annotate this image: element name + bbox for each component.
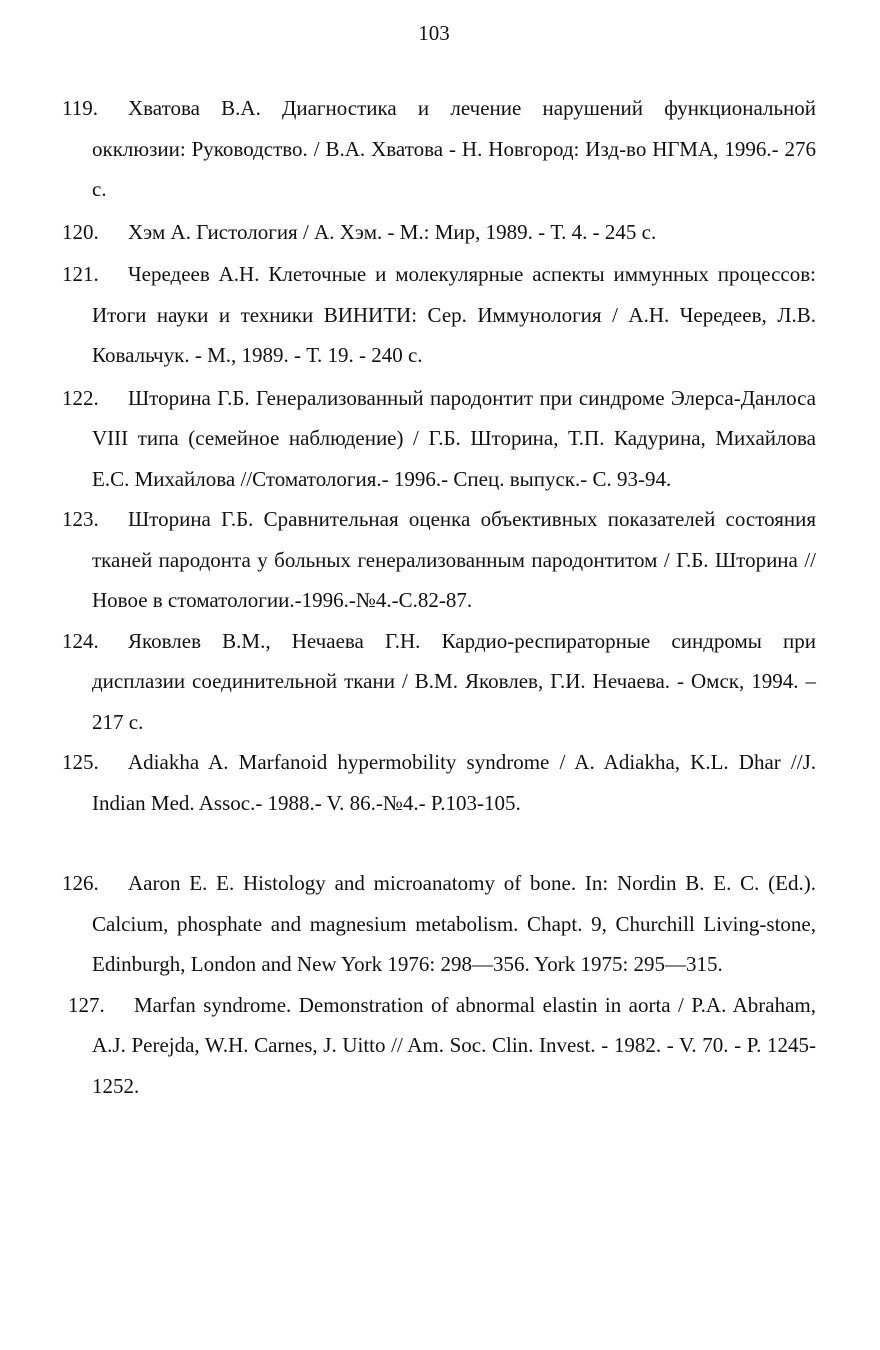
- reference-item: [62, 863, 816, 985]
- reference-list: [62, 88, 816, 1106]
- reference-item: [62, 499, 816, 621]
- reference-number: 119.: [62, 96, 98, 120]
- reference-text: Хватова В.А. Диагностика и лечение нарушений функциональной окклюзии: Руководство. / В.А. Хватова - Н. Новгород: Изд-во НГМА, 1996.- 276 с.: [92, 96, 816, 201]
- reference-text: Aaron E. E. Histology and microanatomy of bone. In: Nordin B. E. C. (Ed.). Calcium, phosphate and magnesium metabolism. Chapt. 9, Churchill Living-stone, Edinburgh, London and New York 1976: 298—356. York 1975: 295—315.: [92, 871, 816, 976]
- reference-number: 127.: [68, 992, 105, 1017]
- reference-number: 121.: [62, 262, 99, 286]
- reference-text: Marfan syndrome. Demonstration of abnormal elastin in aorta / P.A. Abraham, A.J. Perejda, W.H. Carnes, J. Uitto // Am. Soc. Clin. Invest. - 1982. - V. 70. - P. 1245-1252.: [92, 992, 816, 1098]
- reference-item: [62, 985, 816, 1107]
- reference-item: [62, 378, 816, 500]
- reference-number: 123.: [62, 507, 99, 531]
- reference-text: Шторина Г.Б. Сравнительная оценка объективных показателей состояния тканей пародонта у больных генерализованным пародонтитом / Г.Б. Шторина //Новое в стоматологии.-1996.-№4.-С.82-87.: [92, 507, 816, 612]
- reference-text: Adiakha A. Marfanoid hypermobility syndrome / A. Adiakha, K.L. Dhar //J. Indian Med. Assoc.- 1988.- V. 86.-№4.- P.103-105.: [92, 750, 816, 815]
- reference-item: [62, 212, 816, 253]
- page-number: 103: [418, 21, 450, 45]
- reference-number: 122.: [62, 385, 99, 410]
- reference-item: [62, 621, 816, 743]
- reference-item: [62, 742, 816, 823]
- reference-item: [62, 254, 816, 376]
- reference-text: Чередеев А.Н. Клеточные и молекулярные аспекты иммунных процессов: Итоги науки и техники ВИНИТИ: Сер. Иммунология / А.Н. Чередеев, Л.В. Ковальчук. - М., 1989. - Т. 19. - 240 с.: [92, 262, 816, 367]
- reference-text: Шторина Г.Б. Генерализованный пародонтит при синдроме Элерса-Данлоса VIII типа (семейное наблюдение) / Г.Б. Шторина, Т.П. Кадурина, Михайлова Е.С. Михайлова //Стоматология.- 1996.- Спец. выпуск.- С. 93-94.: [92, 385, 816, 491]
- reference-item: [62, 88, 816, 210]
- reference-text: Хэм А. Гистология / А. Хэм. - М.: Мир, 1989. - Т. 4. - 245 с.: [128, 219, 657, 244]
- reference-number: 120.: [62, 219, 99, 244]
- reference-number: 124.: [62, 628, 99, 653]
- reference-number: 126.: [62, 871, 99, 895]
- reference-text: Яковлев В.М., Нечаева Г.Н. Кардио-респираторные синдромы при дисплазии соединительной ткани / В.М. Яковлев, Г.И. Нечаева. - Омск, 1994. – 217 с.: [92, 628, 816, 734]
- reference-number: 125.: [62, 750, 99, 774]
